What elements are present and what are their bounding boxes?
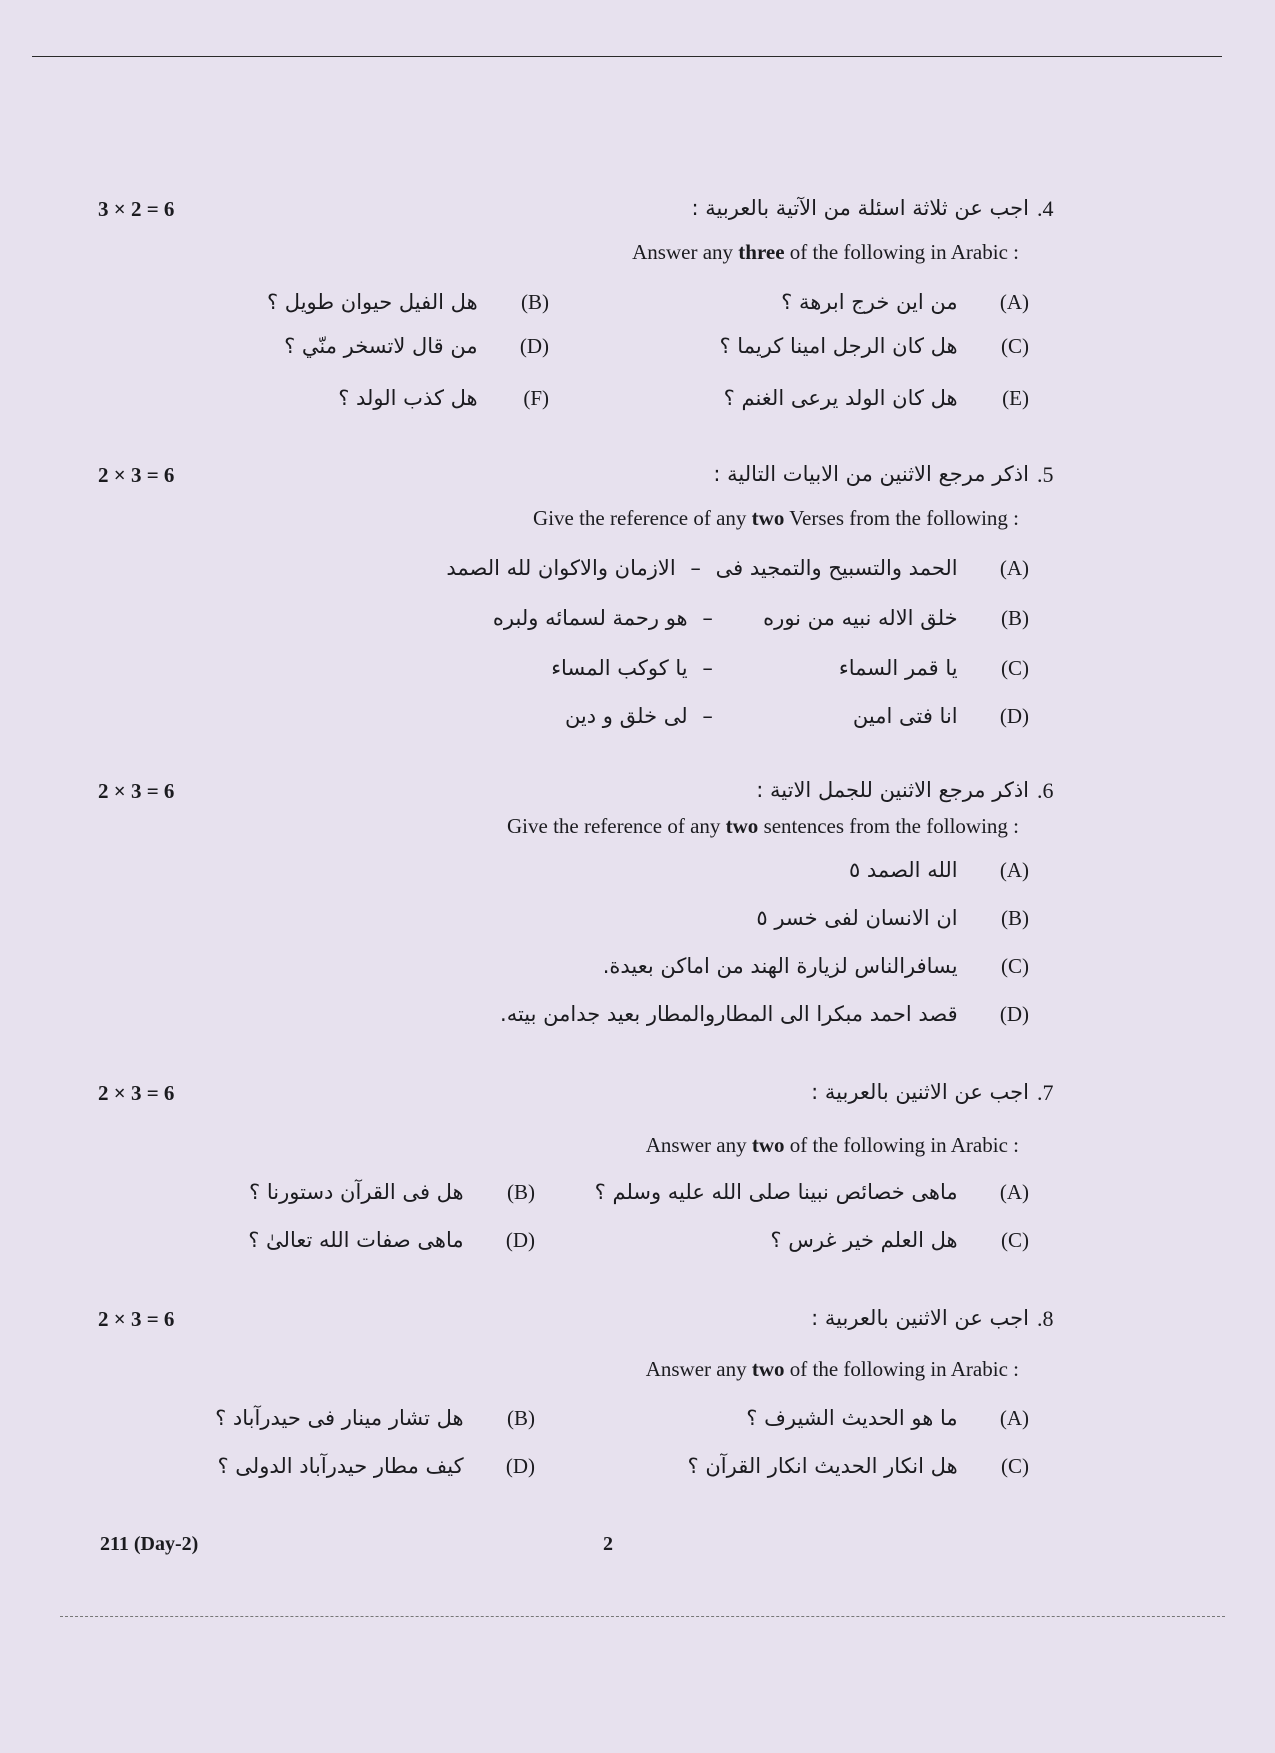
q7-option-c: (C) هل العلم خير غرس ؟ (770, 1228, 1029, 1252)
q5-verse-c: (C) يا قمر السماء–يا كوكب المساء (551, 656, 1029, 680)
q5-marks: 2 × 3 = 6 (98, 463, 175, 487)
q4-option-d: (D) من قال لاتسخر منّي ؟ (284, 334, 549, 358)
q5-instruction-english: Give the reference of any two Verses from the following : (533, 506, 1019, 530)
q8-marks: 2 × 3 = 6 (98, 1307, 175, 1331)
q7-instruction-arabic: اجب عن الاثنين بالعربية : (811, 1080, 1029, 1104)
q4-option-a: (A) من اين خرج ابرهة ؟ (781, 290, 1029, 314)
q7-marks: 2 × 3 = 6 (98, 1081, 175, 1105)
q6-number: .6 (1037, 778, 1054, 803)
page-number: 2 (603, 1533, 613, 1555)
q8-option-b: (B) هل تشار مينار فى حيدرآباد ؟ (215, 1406, 535, 1430)
q4-option-c: (C) هل كان الرجل امينا كريما ؟ (719, 334, 1029, 358)
q6-instruction-english: Give the reference of any two sentences from the following : (507, 814, 1019, 838)
q5-number: .5 (1037, 462, 1054, 487)
q5-instruction-arabic: اذكر مرجع الاثنين من الابيات التالية : (713, 462, 1029, 486)
q6-marks: 2 × 3 = 6 (98, 779, 175, 803)
q4-number: .4 (1037, 196, 1054, 221)
q6-option-b: (B) ان الانسان لفى خسر ٥ (756, 906, 1029, 930)
q8-option-d: (D) كيف مطار حيدرآباد الدولى ؟ (217, 1454, 535, 1478)
q4-option-b: (B) هل الفيل حيوان طويل ؟ (266, 290, 549, 314)
q4-option-f: (F) هل كذب الولد ؟ (338, 386, 549, 410)
q7-option-b: (B) هل فى القرآن دستورنا ؟ (249, 1180, 535, 1204)
q6-instruction-arabic: اذكر مرجع الاثنين للجمل الاتية : (756, 778, 1029, 802)
q8-instruction-english: Answer any two of the following in Arabic : (645, 1357, 1019, 1381)
q7-option-a: (A) ماهى خصائص نبينا صلى الله عليه وسلم ؟ (594, 1180, 1029, 1204)
q4-marks: 3 × 2 = 6 (98, 197, 175, 221)
paper-code: 211 (Day-2) (100, 1533, 199, 1555)
bottom-rule (60, 1616, 1225, 1617)
top-rule (32, 56, 1222, 57)
q8-instruction-arabic: اجب عن الاثنين بالعربية : (811, 1306, 1029, 1330)
q7-option-d: (D) ماهى صفات الله تعالىٰ ؟ (248, 1228, 535, 1252)
q6-option-a: (A) الله الصمد ٥ (848, 858, 1029, 882)
q4-option-e: (E) هل كان الولد يرعى الغنم ؟ (723, 386, 1029, 410)
q8-number: .8 (1037, 1306, 1054, 1331)
q8-option-c: (C) هل انكار الحديث انكار القرآن ؟ (687, 1454, 1029, 1478)
q5-verse-a: (A) الحمد والتسبيح والتمجيد فى–الازمان والاكوان لله الصمد (446, 556, 1029, 580)
q7-number: .7 (1037, 1080, 1054, 1105)
q6-option-c: (C) يسافرالناس لزيارة الهند من اماكن بعيدة. (602, 954, 1029, 978)
q7-instruction-english: Answer any two of the following in Arabic : (645, 1133, 1019, 1157)
q6-option-d: (D) قصد احمد مبكرا الى المطاروالمطار بعيد جدامن بيته. (500, 1002, 1029, 1026)
q5-verse-b: (B) خلق الاله نبيه من نوره–هو رحمة لسمائه ولبره (492, 606, 1029, 630)
q4-instruction-arabic: اجب عن ثلاثة اسئلة من الآتية بالعربية : (691, 196, 1029, 220)
q8-option-a: (A) ما هو الحديث الشيرف ؟ (746, 1406, 1029, 1430)
q4-instruction-english: Answer any three of the following in Arabic : (632, 240, 1019, 264)
q5-verse-d: (D) انا فتى امين–لى خلق و دين (564, 704, 1029, 728)
